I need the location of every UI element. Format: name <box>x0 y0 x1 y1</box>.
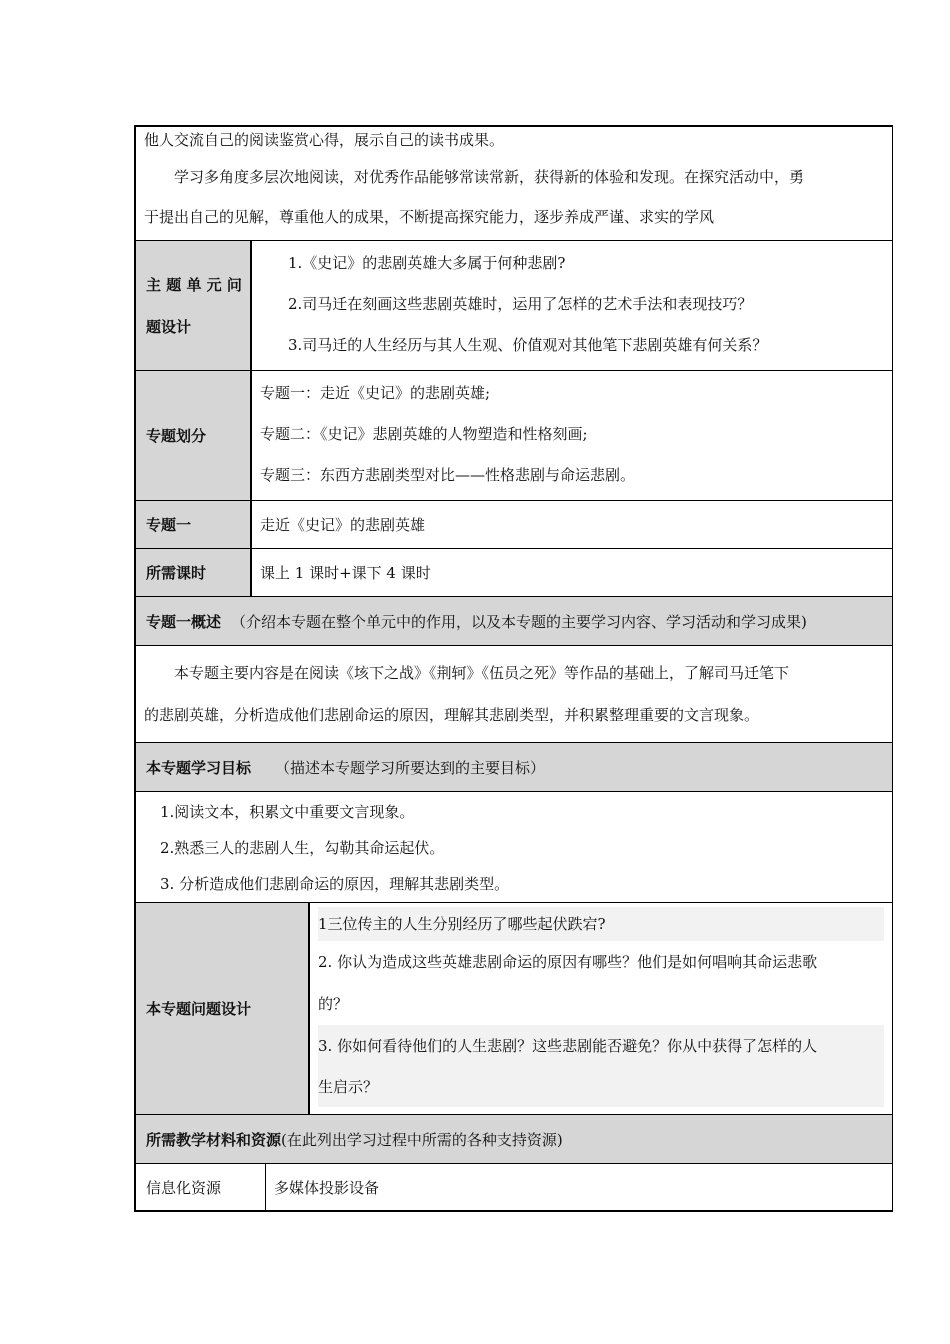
goal-item: 3. 分析造成他们悲剧命运的原因，理解其悲剧类型。 <box>160 875 510 893</box>
topic-one-label: 专题一 <box>136 501 252 548</box>
goals-note: （描述本专题学习所要达到的主要目标） <box>275 758 546 777</box>
it-resources-label: 信息化资源 <box>136 1164 266 1210</box>
intro-line: 于提出自己的见解，尊重他人的成果，不断提高探究能力，逐步养成严谨、求实的学风 <box>144 208 715 226</box>
unit-questions-label <box>136 241 252 370</box>
it-resources-value: 多媒体投影设备 <box>274 1178 380 1197</box>
topic-question-line: 1三位传主的人生分别经历了哪些起伏跌宕? <box>318 907 884 941</box>
goals-label: 本专题学习目标 <box>146 758 252 777</box>
overview-header <box>136 597 892 645</box>
class-hours-value: 课上 1 课时+课下 4 课时 <box>260 564 431 582</box>
overview-note: （介绍本专题在整个单元中的作用，以及本专题的主要学习内容、学习活动和学习成果) <box>231 612 807 631</box>
materials-header <box>136 1115 892 1163</box>
topic-questions-label: 本专题问题设计 <box>136 903 310 1114</box>
materials-label: 所需教学材料和资源 <box>146 1130 282 1149</box>
topic-question-line: 的？ <box>318 995 349 1013</box>
goals-header <box>136 743 892 791</box>
unit-questions-list <box>252 241 892 370</box>
overview-label: 专题一概述 <box>146 612 222 631</box>
overview-body <box>136 646 892 743</box>
topic-one-row <box>136 501 892 549</box>
topic-division-item: 专题二：《史记》悲剧英雄的人物塑造和性格刻画; <box>260 425 588 443</box>
it-resources-row <box>136 1164 892 1212</box>
goals-header-row <box>136 743 892 792</box>
goal-item: 2.熟悉三人的悲剧人生，勾勒其命运起伏。 <box>160 839 445 857</box>
topic-division-list <box>252 371 892 500</box>
unit-questions-row <box>136 241 892 371</box>
topic-questions-row <box>136 903 892 1115</box>
topic-questions-list <box>310 903 892 1114</box>
topic-division-item: 专题一：走近《史记》的悲剧英雄; <box>260 384 491 402</box>
lesson-plan-table <box>134 125 893 1212</box>
overview-line: 的悲剧英雄，分析造成他们悲剧命运的原因，理解其悲剧类型，并积累整理重要的文言现象。 <box>144 706 760 724</box>
intro-section <box>136 125 892 241</box>
topic-one-value: 走近《史记》的悲剧英雄 <box>260 516 426 534</box>
topic-question-line: 2. 你认为造成这些英雄悲剧命运的原因有哪些？他们是如何唱响其命运悲歌 <box>318 953 818 971</box>
overview-line: 本专题主要内容是在阅读《垓下之战》《荆轲》《伍员之死》等作品的基础上，了解司马迁笔下 <box>174 664 790 682</box>
intro-line: 他人交流自己的阅读鉴赏心得，展示自己的读书成果。 <box>144 131 505 149</box>
topic-question-line: 3. 你如何看待他们的人生悲剧？这些悲剧能否避免？你从中获得了怎样的人 <box>318 1025 884 1067</box>
materials-note: (在此列出学习过程中所需的各种支持资源) <box>281 1130 563 1149</box>
unit-question-item: 1.《史记》的悲剧英雄大多属于何种悲剧? <box>288 254 566 272</box>
unit-questions-label-line: 题设计 <box>146 317 192 336</box>
goals-body <box>136 792 892 903</box>
overview-header-row <box>136 597 892 646</box>
topic-division-row <box>136 371 892 501</box>
materials-header-row <box>136 1115 892 1164</box>
class-hours-row <box>136 549 892 597</box>
unit-question-item: 3.司马迁的人生经历与其人生观、价值观对其他笔下悲剧英雄有何关系？ <box>288 336 768 354</box>
goal-item: 1.阅读文本，积累文中重要文言现象。 <box>160 803 415 821</box>
topic-question-line: 生启示？ <box>318 1067 884 1107</box>
class-hours-label: 所需课时 <box>136 549 252 596</box>
topic-division-item: 专题三：东西方悲剧类型对比——性格悲剧与命运悲剧。 <box>260 466 636 484</box>
topic-division-label: 专题划分 <box>136 371 252 500</box>
intro-line: 学习多角度多层次地阅读，对优秀作品能够常读常新，获得新的体验和发现。在探究活动中，勇 <box>174 168 805 186</box>
unit-questions-label-line: 主 题 单 元 问 <box>146 275 242 294</box>
unit-question-item: 2.司马迁在刻画这些悲剧英雄时，运用了怎样的艺术手法和表现技巧？ <box>288 295 753 313</box>
